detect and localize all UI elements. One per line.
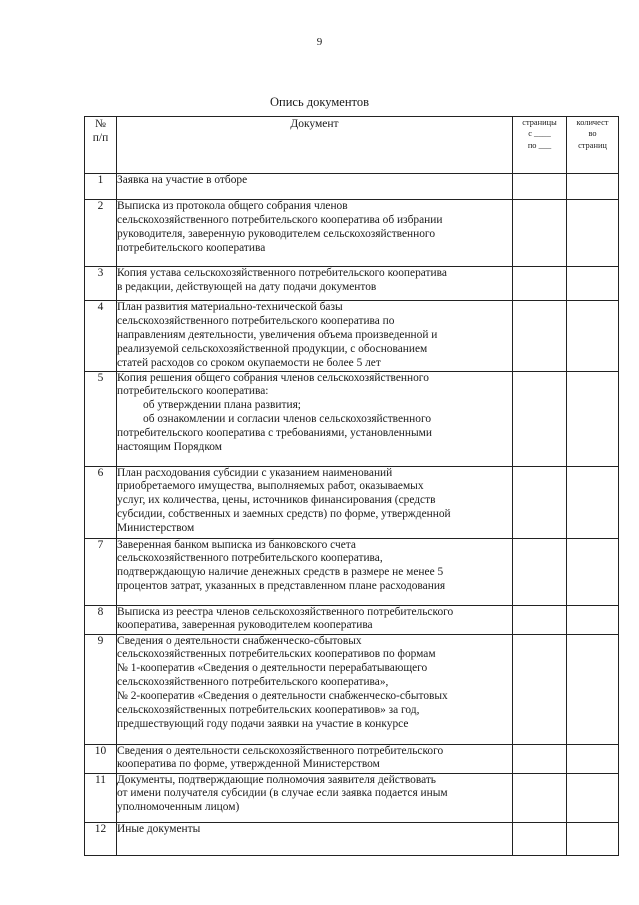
header-pages	[513, 117, 567, 174]
row-document	[117, 773, 513, 822]
row-number: 6	[85, 466, 117, 538]
table-row	[85, 371, 619, 466]
header-number	[85, 117, 117, 174]
row-document	[117, 200, 513, 267]
table-row	[85, 301, 619, 372]
row-document	[117, 744, 513, 773]
document-text-line: Выписка из протокола общего собрания членов	[117, 200, 348, 212]
row-count-cell	[567, 301, 619, 372]
document-text-line: от имени получателя субсидии (в случае если заявка подается иным	[117, 787, 448, 800]
header-number-line: №	[95, 118, 106, 130]
header-pages-line: по ___	[527, 140, 552, 150]
row-count-cell	[567, 744, 619, 773]
row-count-cell	[567, 267, 619, 301]
table-row	[85, 822, 619, 855]
row-document	[117, 605, 513, 634]
document-text-line: сельскохозяйственных потребительских кооперативов» за год,	[117, 704, 420, 717]
document-text-line: настоящим Порядком	[117, 441, 222, 454]
table-row	[85, 634, 619, 744]
header-pages-line: страницы	[522, 118, 557, 127]
document-text-line: направлениям деятельности, увеличения объема произведенной и	[117, 328, 438, 341]
document-text-line: План развития материально-технической базы	[117, 301, 343, 313]
table-row	[85, 174, 619, 200]
row-count-cell	[567, 200, 619, 267]
document-text-line: уполномоченным лицом)	[117, 801, 240, 814]
row-pages-cell	[513, 371, 567, 466]
row-number: 9	[85, 634, 117, 744]
table-header-row	[85, 117, 619, 174]
row-number: 12	[85, 822, 117, 855]
row-pages-cell	[513, 822, 567, 855]
row-document	[117, 267, 513, 301]
row-pages-cell	[513, 744, 567, 773]
row-count-cell	[567, 605, 619, 634]
row-document	[117, 174, 513, 200]
table-row	[85, 538, 619, 605]
document-text-line: Выписка из реестра членов сельскохозяйственного потребительского	[117, 605, 454, 618]
header-count-line: во	[588, 129, 597, 139]
page-number: 9	[316, 36, 323, 48]
row-number: 10	[85, 744, 117, 773]
row-number: 1	[85, 174, 117, 200]
row-document	[117, 466, 513, 538]
document-text-line: сельскохозяйственного потребительского кооператива по	[117, 314, 395, 327]
row-pages-cell	[513, 301, 567, 372]
row-number: 3	[85, 267, 117, 301]
document-text-line: Сведения о деятельности снабженческо-сбытовых	[117, 634, 362, 647]
row-number: 2	[85, 200, 117, 267]
header-pages-line: с ____	[528, 129, 551, 139]
document-text-line: потребительского кооператива с требованиями, установленными	[117, 427, 432, 440]
document-text-line: Сведения о деятельности сельскохозяйственного потребительского	[117, 744, 444, 757]
document-text-line: Заверенная банком выписка из банковского счета	[117, 538, 356, 551]
document-text-line: субсидии, собственных и заемных средств) по форме, утвержденной	[117, 508, 451, 521]
row-number: 5	[85, 371, 117, 466]
document-text-line: приобретаемого имущества, выполняемых работ, оказываемых	[117, 480, 424, 493]
row-document	[117, 301, 513, 372]
row-number: 11	[85, 773, 117, 822]
header-page-count	[567, 117, 619, 174]
header-document: Документ	[117, 117, 513, 174]
header-count-line: страниц	[578, 140, 607, 150]
row-pages-cell	[513, 773, 567, 822]
document-text-line: услуг, их количества, цены, источников финансирования (средств	[117, 494, 436, 507]
document-text-line: реализуемой сельскохозяйственной продукции, с обоснованием	[117, 342, 428, 355]
document-text-line: Копия устава сельскохозяйственного потребительского кооператива	[117, 267, 447, 279]
row-document	[117, 371, 513, 466]
document-text-line: сельскохозяйственного потребительского кооператива»,	[117, 676, 389, 689]
row-document	[117, 538, 513, 605]
document-text-line: Министерством	[117, 522, 195, 535]
row-pages-cell	[513, 538, 567, 605]
document-text-line: процентов затрат, указанных в представленном плане расходования	[117, 580, 446, 593]
document-text-line: руководителя, заверенную руководителем сельскохозяйственного	[117, 227, 436, 240]
row-count-cell	[567, 634, 619, 744]
row-count-cell	[567, 822, 619, 855]
row-document	[117, 634, 513, 744]
document-text-line: Копия решения общего собрания членов сельскохозяйственного	[117, 371, 429, 384]
row-count-cell	[567, 773, 619, 822]
header-count-line: количест	[576, 118, 609, 127]
document-text-line: сельскохозяйственного потребительского кооператива,	[117, 552, 383, 565]
row-count-cell	[567, 371, 619, 466]
table-row	[85, 744, 619, 773]
row-number: 4	[85, 301, 117, 372]
document-text-line: Иные документы	[117, 822, 201, 835]
document-text-line: кооператива по форме, утвержденной Министерством	[117, 758, 380, 771]
row-count-cell	[567, 538, 619, 605]
document-text-line: кооператива, заверенная руководителем кооператива	[117, 619, 373, 632]
header-number-line: п/п	[92, 132, 109, 145]
table-row	[85, 773, 619, 822]
document-text-line: Заявка на участие в отборе	[117, 174, 248, 186]
document-text-line: об ознакомлении и согласии членов сельскохозяйственного	[143, 413, 432, 426]
row-pages-cell	[513, 466, 567, 538]
document-text-line: потребительского кооператива	[117, 241, 266, 254]
row-count-cell	[567, 174, 619, 200]
document-text-line: предшествующий году подачи заявки на участие в конкурсе	[117, 717, 409, 730]
document-text-line: Документы, подтверждающие полномочия заявителя действовать	[117, 773, 436, 786]
row-count-cell	[567, 466, 619, 538]
document-text-line: № 2-кооператив «Сведения о деятельности снабженческо-сбытовых	[117, 690, 448, 703]
document-inventory-table	[84, 116, 619, 856]
row-document	[117, 822, 513, 855]
row-number: 7	[85, 538, 117, 605]
table-row	[85, 605, 619, 634]
table-row	[85, 267, 619, 301]
document-text-line: в редакции, действующей на дату подачи документов	[117, 280, 377, 293]
document-text-line: План расходования субсидии с указанием наименований	[117, 466, 393, 479]
document-text-line: сельскохозяйственного потребительского кооператива об избрании	[117, 213, 443, 226]
row-pages-cell	[513, 605, 567, 634]
row-pages-cell	[513, 267, 567, 301]
document-text-line: сельскохозяйственных потребительских кооперативов по формам	[117, 648, 436, 661]
page-title: Опись документов	[270, 95, 369, 109]
row-number: 8	[85, 605, 117, 634]
row-pages-cell	[513, 174, 567, 200]
row-pages-cell	[513, 634, 567, 744]
table-row	[85, 200, 619, 267]
document-text-line: № 1-кооператив «Сведения о деятельности перерабатывающего	[117, 662, 428, 675]
document-text-line: потребительского кооператива:	[117, 385, 269, 398]
document-text-line: статей расходов со сроком окупаемости не более 5 лет	[117, 356, 381, 369]
row-pages-cell	[513, 200, 567, 267]
table-row	[85, 466, 619, 538]
document-text-line: об утверждении плана развития;	[143, 399, 301, 412]
document-text-line: подтверждающую наличие денежных средств в размере не менее 5	[117, 566, 444, 579]
